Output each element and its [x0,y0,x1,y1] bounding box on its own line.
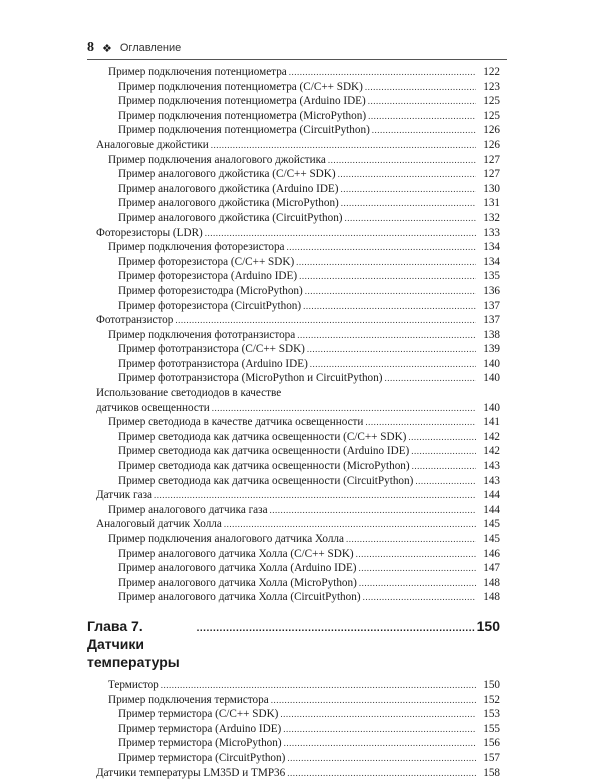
toc-leader-dots [289,65,476,80]
toc-entry-page: 126 [483,124,500,137]
toc-leader-dots [280,707,476,722]
toc-entry-page: 133 [483,226,500,239]
toc-entry-text: Пример подключения аналогового джойстика [108,153,326,166]
toc-leader-dots [161,678,476,693]
toc-entry-text: Пример фототранзистора (C/C++ SDK) [118,343,305,356]
toc-entry[interactable] [96,751,500,766]
toc-entry-page: 144 [483,503,500,516]
toc-entry-page: 143 [483,460,500,473]
toc-leader-dots [328,153,476,168]
chapter-page: 150 [476,617,500,634]
toc-entry[interactable] [96,707,500,722]
toc-entry-text: Пример аналогового джойстика (Arduino IDE) [118,182,339,195]
toc-entry[interactable] [96,138,500,153]
toc-entry-page: 136 [483,284,500,297]
toc-entry-page: 146 [483,547,500,560]
toc-entry[interactable] [96,123,500,138]
toc-entry-text: Пример аналогового датчика Холла (C/C++ SDK) [118,547,354,560]
toc-entry[interactable] [96,503,500,518]
toc-entry-page: 132 [483,211,500,224]
toc-entry[interactable] [96,226,500,241]
toc-leader-dots [296,255,476,270]
toc-entry[interactable] [96,342,500,357]
toc-entry-page: 127 [483,168,500,181]
chapter-leader-dots [197,620,475,638]
toc-leader-dots [368,94,476,109]
toc-leader-dots [212,401,476,416]
toc-leader-dots [310,357,476,372]
toc-leader-dots [270,503,476,518]
toc-entry-page: 153 [483,708,500,721]
toc-leader-dots [305,284,476,299]
toc-group-after [96,678,500,780]
toc-entry[interactable] [96,211,500,226]
toc-entry-text: Фоторезисторы (LDR) [96,226,203,239]
toc-entry-page: 137 [483,314,500,327]
toc-entry-text: Пример фоторезистора (C/C++ SDK) [118,255,295,268]
toc-entry[interactable] [96,561,500,576]
toc-entry[interactable] [96,415,500,430]
toc-entry-multiline-cont[interactable] [96,401,500,416]
toc-entry[interactable] [96,590,500,605]
toc-entry-text: Пример светодиода как датчика освещенности (MicroPython) [118,460,410,473]
toc-leader-dots [284,736,476,751]
toc-entry-text: Пример аналогового датчика Холла (Arduino IDE) [118,562,357,575]
toc-leader-dots [363,590,476,605]
toc-leader-dots [365,415,476,430]
toc-entry-text: Пример светодиода как датчика освещенности (C/C++ SDK) [118,430,407,443]
toc-entry[interactable] [96,284,500,299]
toc-entry-page: 150 [483,678,500,691]
toc-entry-page: 122 [483,66,500,78]
toc-leader-dots [287,751,476,766]
toc-entry[interactable] [96,182,500,197]
toc-leader-dots [411,444,476,459]
toc-entry-page: 134 [483,241,500,254]
toc-entry-page: 152 [483,693,500,706]
toc-entry[interactable] [96,532,500,547]
toc-entry[interactable] [96,196,500,211]
toc-leader-dots [415,474,476,489]
toc-leader-dots [338,167,476,182]
toc-leader-dots [297,328,476,343]
toc-entry[interactable] [96,94,500,109]
toc-entry-text: Пример аналогового датчика Холла (MicroPython) [118,576,357,589]
toc-entry-text-line1: Использование светодиодов в качестве [96,387,282,400]
toc-entry-text: Пример термистора (Arduino IDE) [118,722,282,735]
toc-entry-page: 147 [483,562,500,575]
toc-entry[interactable] [96,547,500,562]
toc-entry-page: 142 [483,430,500,443]
toc-entry-page: 145 [483,533,500,545]
toc-leader-dots [224,517,476,532]
toc-entry[interactable] [96,255,500,270]
toc-leader-dots [356,547,476,562]
toc-entry[interactable] [96,299,500,314]
toc-entry-page: 130 [483,182,500,195]
toc-leader-dots [359,576,476,591]
toc-entry[interactable] [96,430,500,445]
toc-entry-page: 137 [483,299,500,312]
toc-leader-dots [154,488,476,503]
toc-entry-page: 155 [483,722,500,735]
toc-entry[interactable] [96,474,500,489]
toc-entry-page: 156 [483,737,500,750]
toc-entry-page: 139 [483,343,500,356]
toc-entry-text: Датчики температуры LM35D и TMP36 [96,766,286,779]
toc-leader-dots [412,459,476,474]
toc-entry[interactable] [96,371,500,386]
toc-entry-page: 131 [483,197,500,210]
toc-entry-page: 144 [483,489,500,502]
toc-entry-text: Термистор [108,678,159,691]
toc-entry[interactable] [96,722,500,737]
toc-leader-dots [205,226,476,241]
toc-entry-page: 125 [483,95,500,108]
toc-entry-text: Пример фототранзистора (MicroPython и CircuitPython) [118,372,383,385]
toc-entry-text: Пример аналогового джойстика (CircuitPython) [118,211,343,224]
toc-entry[interactable] [96,357,500,372]
toc-entry-text: Пример фоторезистора (CircuitPython) [118,299,302,312]
toc-leader-dots [287,766,476,780]
toc-entry-text: Пример подключения фоторезистора [108,241,285,254]
toc-entry-text: Пример аналогового датчика Холла (CircuitPython) [118,591,361,604]
toc-entry-text: Пример аналогового джойстика (C/C++ SDK) [118,168,336,181]
toc-entry[interactable] [96,678,500,693]
toc-leader-dots [346,532,476,547]
toc-entry-page: 158 [483,766,500,779]
toc-leader-dots [341,196,476,211]
toc-entry-page: 148 [483,576,500,589]
running-title: Оглавление [119,42,182,54]
toc-entry[interactable] [96,693,500,708]
toc-entry[interactable] [96,269,500,284]
toc-leader-dots [345,211,476,226]
toc-entry-page: 142 [483,445,500,458]
toc-entry[interactable] [96,313,500,328]
toc-leader-dots [372,123,476,138]
toc-entry-text: Пример светодиода как датчика освещенности (CircuitPython) [118,474,414,487]
toc-leader-dots [384,371,476,386]
toc-entry[interactable] [96,766,500,780]
toc-group-before [96,65,500,386]
toc-entry-text-line2: датчиков освещенности [96,401,210,414]
toc-entry[interactable] [96,328,500,343]
toc-entry-page: 134 [483,255,500,268]
toc-leader-dots [211,138,476,153]
chapter-heading[interactable] [87,617,500,671]
toc-entry-text: Пример светодиода в качестве датчика освещенности [108,416,364,429]
toc-entry-text: Пример подключения потенциометра (Arduino IDE) [118,95,366,108]
toc-entry-text: Пример аналогового датчика газа [108,503,268,516]
toc-entry-text: Пример подключения термистора [108,693,269,706]
toc-entry-text: Пример фоторезистора (Arduino IDE) [118,270,298,283]
toc-entry[interactable] [96,517,500,532]
toc-entry-text: Пример подключения потенциометра (CircuitPython) [118,124,370,137]
toc-entry-text: Пример термистора (CircuitPython) [118,751,286,764]
toc-leader-dots [307,342,476,357]
toc-entry[interactable] [96,459,500,474]
toc-entry-page: 140 [483,357,500,370]
toc-leader-dots [271,693,476,708]
chapter-title: Глава 7. Датчики температуры [87,617,180,670]
toc-entry-text: Пример подключения потенциометра [108,66,287,78]
toc-entry-page: 125 [483,109,500,122]
toc-entry-page: 123 [483,80,500,93]
toc-entry-text: Пример фоторезистодра (MicroPython) [118,284,303,297]
toc-entry-page: 135 [483,270,500,283]
toc-entry-text: Пример подключения потенциометра (C/C++ SDK) [118,80,363,93]
toc-leader-dots [175,313,476,328]
toc-entry[interactable] [96,488,500,503]
toc-entry-text: Фототранзистор [96,314,174,327]
toc-leader-dots [408,430,476,445]
toc-entry[interactable] [96,167,500,182]
toc-entry-text: Датчик газа [96,489,152,502]
toc-leader-dots [359,561,476,576]
toc-entry[interactable] [96,109,500,124]
toc-entry[interactable] [96,444,500,459]
header-rule [87,59,507,60]
toc-entry-page: 143 [483,474,500,487]
toc-entry[interactable] [96,153,500,168]
toc-entry[interactable] [96,736,500,751]
toc-entry-multiline[interactable] [96,386,500,401]
toc-group-middle [96,415,500,605]
table-of-contents [87,65,500,780]
toc-entry-text: Пример подключения потенциометра (MicroPython) [118,109,367,122]
toc-leader-dots [283,722,476,737]
toc-entry-text: Пример термистора (MicroPython) [118,737,282,750]
toc-entry-text: Пример аналогового джойстика (MicroPython) [118,197,339,210]
ornament-icon: ❖ [102,42,112,55]
toc-entry-page: 145 [483,518,500,531]
toc-leader-dots [287,240,477,255]
toc-entry-page: 141 [483,416,500,429]
toc-entry-text: Пример термистора (C/C++ SDK) [118,708,279,721]
toc-entry-page: 148 [483,591,500,604]
toc-entry-text: Пример фототранзистора (Arduino IDE) [118,357,308,370]
toc-entry-text: Пример подключения аналогового датчика Холла [108,533,344,545]
toc-entry[interactable] [96,240,500,255]
page-number: 8 [87,40,94,55]
toc-entry-page: 127 [483,153,500,166]
toc-entry-page: 140 [483,401,500,414]
toc-entry-text: Пример подключения фототранзистора [108,328,296,341]
toc-entry[interactable] [96,80,500,95]
toc-entry[interactable] [96,576,500,591]
toc-leader-dots [299,269,476,284]
toc-leader-dots [303,299,476,314]
toc-entry-page: 126 [483,138,500,151]
toc-leader-dots [365,80,476,95]
toc-entry-text: Аналоговый датчик Холла [96,518,222,531]
toc-entry-text: Пример светодиода как датчика освещенности (Arduino IDE) [118,445,410,458]
page-header [87,40,507,56]
toc-leader-dots [340,182,476,197]
toc-entry-text: Аналоговые джойстики [96,138,209,151]
toc-entry[interactable] [96,65,500,80]
toc-entry-page: 157 [483,751,500,764]
toc-entry-page: 140 [483,372,500,385]
toc-leader-dots [368,109,476,124]
toc-entry-page: 138 [483,328,500,341]
